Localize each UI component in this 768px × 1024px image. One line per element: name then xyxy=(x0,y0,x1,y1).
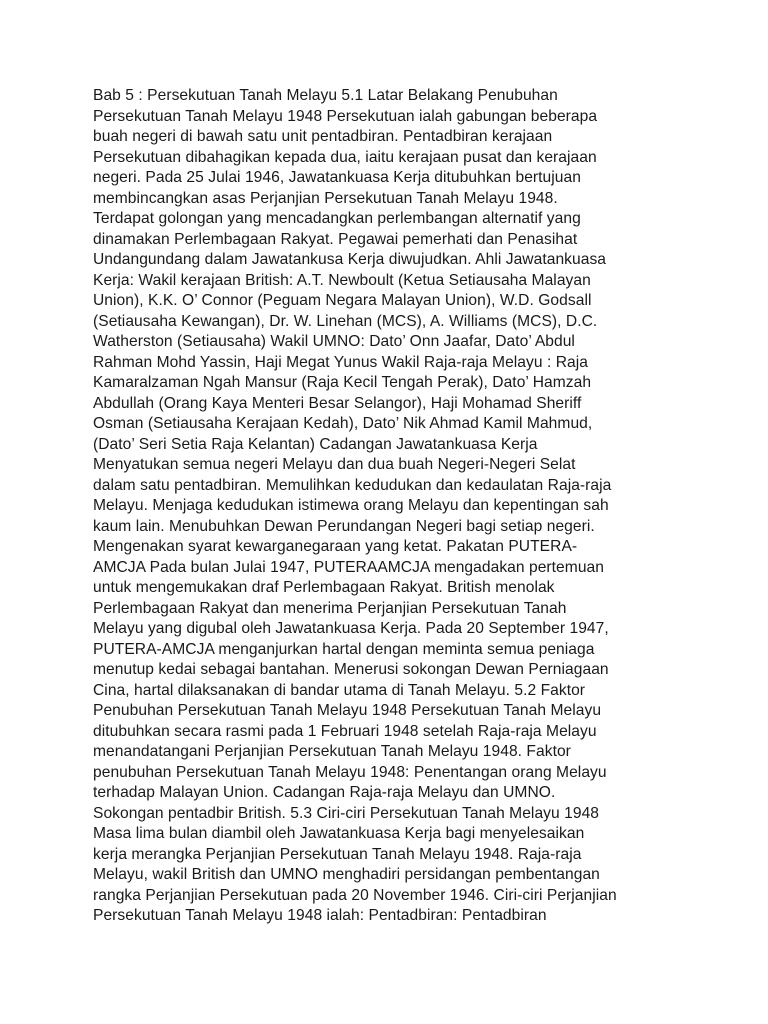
text-line: Persekutuan Tanah Melayu 1948 Persekutuan ialah gabungan beberapa xyxy=(93,107,598,125)
text-line: Sokongan pentadbir British. 5.3 Ciri-ciri Persekutuan Tanah Melayu 1948 xyxy=(93,804,600,822)
text-line: Osman (Setiausaha Kerajaan Kedah), Dato’ Nik Ahmad Kamil Mahmud, xyxy=(93,415,593,432)
text-line: AMCJA Pada bulan Julai 1947, PUTERAAMCJA mengadakan pertemuan xyxy=(93,558,604,576)
text-line: Penubuhan Persekutuan Tanah Melayu 1948 Persekutuan Tanah Melayu xyxy=(93,702,602,719)
text-line: Kerja: Wakil kerajaan British: A.T. Newboult (Ketua Setiausaha Malayan xyxy=(93,271,591,289)
text-line: kaum lain. Menubuhkan Dewan Perundangan Negeri bagi setiap negeri. xyxy=(93,517,595,535)
text-line: Terdapat golongan yang mencadangkan perlembangan alternatif yang xyxy=(93,210,581,227)
text-line: ditubuhkan secara rasmi pada 1 Februari 1948 setelah Raja-raja Melayu xyxy=(93,722,597,740)
text-line: dalam satu pentadbiran. Memulihkan kedudukan dan kedaulatan Raja-raja xyxy=(93,476,612,494)
text-line: rangka Perjanjian Persekutuan pada 20 November 1946. Ciri-ciri Perjanjian xyxy=(93,886,617,904)
text-line: Undangundang dalam Jawatankusa Kerja diwujudkan. Ahli Jawatankuasa xyxy=(93,251,607,268)
text-line: dinamakan Perlembagaan Rakyat. Pegawai pemerhati dan Penasihat xyxy=(93,230,578,248)
text-line: kerja merangka Perjanjian Persekutuan Tanah Melayu 1948. Raja-raja xyxy=(93,845,582,863)
text-line: penubuhan Persekutuan Tanah Melayu 1948: Penentangan orang Melayu xyxy=(93,763,607,781)
text-line: membincangkan asas Perjanjian Persekutuan Tanah Melayu 1948. xyxy=(93,189,558,207)
text-line: Abdullah (Orang Kaya Menteri Besar Selangor), Haji Mohamad Sheriff xyxy=(93,394,582,412)
text-line: Persekutuan dibahagikan kepada dua, iaitu kerajaan pusat dan kerajaan xyxy=(93,148,597,166)
text-line: negeri. Pada 25 Julai 1946, Jawatankuasa Kerja ditubuhkan bertujuan xyxy=(93,169,581,186)
text-line: Rahman Mohd Yassin, Haji Megat Yunus Wakil Raja-raja Melayu : Raja xyxy=(93,353,589,371)
text-line: (Setiausaha Kewangan), Dr. W. Linehan (MCS), A. Williams (MCS), D.C. xyxy=(93,312,598,330)
text-line: terhadap Malayan Union. Cadangan Raja-raja Melayu dan UMNO. xyxy=(93,784,556,801)
text-line: Kamaralzaman Ngah Mansur (Raja Kecil Tengah Perak), Dato’ Hamzah xyxy=(93,374,592,391)
text-line: Perlembagaan Rakyat dan menerima Perjanjian Persekutuan Tanah xyxy=(93,599,567,617)
body-text xyxy=(93,86,693,927)
text-line: Melayu, wakil British dan UMNO menghadiri persidangan pembentangan xyxy=(93,866,600,883)
text-line: Persekutuan Tanah Melayu 1948 ialah: Pentadbiran: Pentadbiran xyxy=(93,907,547,924)
text-line: Union), K.K. O’ Connor (Peguam Negara Malayan Union), W.D. Godsall xyxy=(93,292,592,309)
text-line: menandatangani Perjanjian Persekutuan Tanah Melayu 1948. Faktor xyxy=(93,743,571,760)
text-line: Melayu. Menjaga kedudukan istimewa orang Melayu dan kepentingan sah xyxy=(93,497,609,514)
text-line: PUTERA-AMCJA menganjurkan hartal dengan meminta semua peniaga xyxy=(93,640,595,658)
text-line: Watherston (Setiausaha) Wakil UMNO: Dato’ Onn Jaafar, Dato’ Abdul xyxy=(93,333,575,350)
text-line: Melayu yang digubal oleh Jawatankuasa Kerja. Pada 20 September 1947, xyxy=(93,620,609,637)
text-line: buah negeri di bawah satu unit pentadbiran. Pentadbiran kerajaan xyxy=(93,128,553,145)
text-line: Mengenakan syarat kewarganegaraan yang ketat. Pakatan PUTERA- xyxy=(93,538,578,555)
text-line: Bab 5 : Persekutuan Tanah Melayu 5.1 Latar Belakang Penubuhan xyxy=(93,87,558,104)
text-line: Cina, hartal dilaksanakan di bandar utama di Tanah Melayu. 5.2 Faktor xyxy=(93,681,586,699)
text-line: Masa lima bulan diambil oleh Jawatankuasa Kerja bagi menyelesaikan xyxy=(93,825,585,842)
text-line: untuk mengemukakan draf Perlembagaan Rakyat. British menolak xyxy=(93,579,555,596)
text-line: Menyatukan semua negeri Melayu dan dua buah Negeri-Negeri Selat xyxy=(93,456,576,473)
text-line: (Dato’ Seri Setia Raja Kelantan) Cadangan Jawatankuasa Kerja xyxy=(93,435,538,453)
text-line: menutup kedai sebagai bantahan. Menerusi sokongan Dewan Perniagaan xyxy=(93,661,609,678)
